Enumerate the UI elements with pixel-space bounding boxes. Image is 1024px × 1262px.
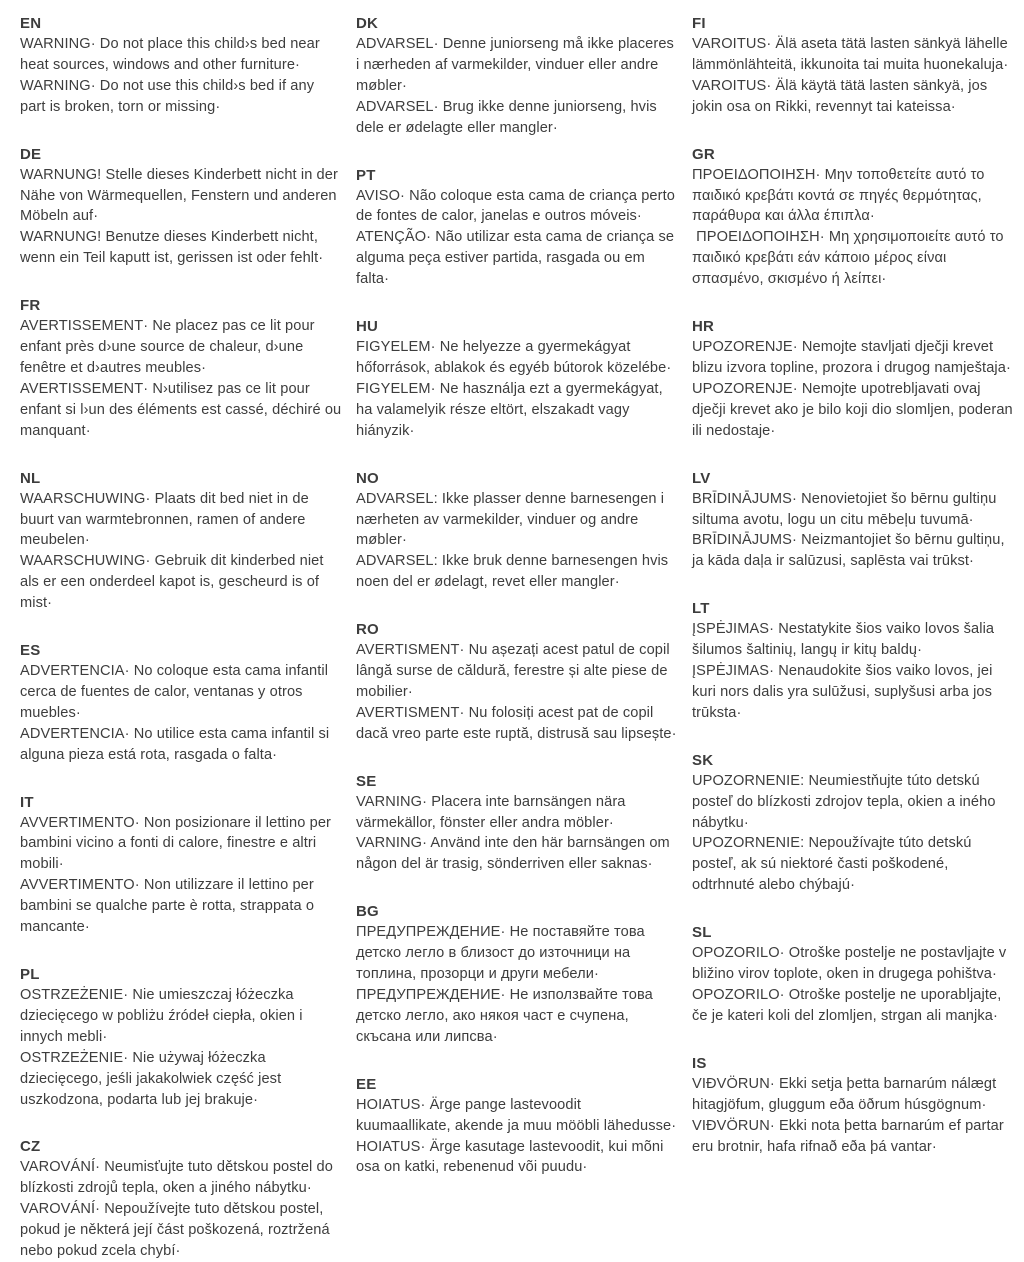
- warning-paragraph: AVERTISSEMENT· N›utilisez pas ce lit pour enfant si l›un des éléments est cassé, déchiré ou manquant·: [20, 380, 346, 439]
- section-ee: [356, 1074, 679, 1179]
- section-is: [692, 1053, 1015, 1158]
- warning-paragraph: UPOZORNENIE: Neumiestňujte túto detskú posteľ do blízkosti zdrojov tepla, okien a iného nábytku·: [692, 772, 1000, 831]
- warning-paragraph: VARNING· Använd inte den här barnsängen om någon del är trasig, sönderriven eller saknas·: [356, 835, 674, 873]
- warning-paragraph: HOIATUS· Ärge pange lastevoodit kuumaallikate, akende ja muu mööbli lähedusse·: [356, 1096, 677, 1134]
- warning-paragraph: WARNUNG! Benutze dieses Kinderbett nicht, wenn ein Teil kaputt ist, gerissen ist oder fehlt·: [20, 229, 324, 267]
- warning-paragraph: VAROVÁNÍ· Neumisťujte tuto dětskou postel do blízkosti zdrojů tepla, oken a jiného nábytku·: [20, 1159, 338, 1197]
- warning-paragraph: AVVERTIMENTO· Non posizionare il lettino per bambini vicino a fonti di calore, finestre e altri mobili·: [20, 814, 336, 873]
- section-it: [20, 792, 343, 938]
- section-fi: [692, 13, 1015, 118]
- warning-paragraph: WAARSCHUWING· Gebruik dit kinderbed niet als er een onderdeel kapot is, gescheurd is of mist·: [20, 553, 328, 612]
- warning-paragraph: BRĪDINĀJUMS· Neizmantojiet šo bērnu gultiņu, ja kāda daļa ir salūzusi, saplēsta vai trūkst·: [692, 532, 1009, 570]
- warning-paragraph: HOIATUS· Ärge kasutage lastevoodit, kui mõni osa on katki, rebenenud või puudu·: [356, 1138, 668, 1176]
- warning-paragraph: FIGYELEM· Ne helyezze a gyermekágyat hőforrások, ablakok és egyéb bútorok közelébe·: [356, 339, 672, 376]
- language-code: SL: [692, 924, 712, 942]
- warnings-column-2: [356, 13, 680, 1176]
- warning-paragraph: VIÐVÖRUN· Ekki nota þetta barnarúm ef partar eru brotnir, hafa rifnað eða þá vantar·: [692, 1117, 1008, 1155]
- section-gr: [692, 144, 1015, 290]
- section-lt: [692, 598, 1015, 724]
- warning-paragraph: UPOZORENJE· Nemojte stavljati dječji krevet blizu izvora topline, prozora i drugog namještaja·: [692, 339, 1011, 376]
- warning-paragraph: ADVERTENCIA· No coloque esta cama infantil cerca de fuentes de calor, ventanas y otros muebles·: [20, 663, 333, 721]
- language-code: ES: [20, 642, 41, 660]
- language-code: GR: [692, 145, 715, 163]
- warning-paragraph: AVVERTIMENTO· Non utilizzare il lettino per bambini se qualche parte è rotta, strappata o mancante·: [20, 877, 319, 936]
- warning-paragraph: ADVARSEL: Ikke plasser denne barnesengen i nærheten av varmekilder, vinduer og andre møbler·: [356, 490, 669, 549]
- section-lv: [692, 468, 1015, 573]
- language-code: PT: [356, 166, 376, 184]
- warning-paragraph: ĮSPĖJIMAS· Nenaudokite šios vaiko lovos, jei kuri nors dalis yra sulūžusi, suplyšusi arba jos trūksta·: [692, 663, 997, 721]
- warning-paragraph: VAROITUS· Älä käytä tätä lasten sänkyä, jos jokin osa on Rikki, revennyt tai kateissa·: [692, 77, 992, 115]
- warning-paragraph: VAROITUS· Älä aseta tätä lasten sänkyä lähelle lämmönlähteitä, ikkunoita tai muita huonekaluja·: [692, 36, 1012, 73]
- warnings-column-3: [692, 13, 1017, 1155]
- language-code: PL: [20, 966, 40, 983]
- warning-paragraph: VARNING· Placera inte barnsängen nära värmekällor, fönster eller andra möbler·: [356, 793, 630, 831]
- warning-paragraph: ΠΡΟΕΙΔΟΠΟΙΗΣΗ· Μην τοποθετείτε αυτό το παιδικό κρεβάτι κοντά σε πηγές θερμότητας, παράθυρα και άλλα έπιπλα·: [692, 166, 989, 225]
- language-code: NO: [356, 469, 379, 487]
- warning-paragraph: ATENÇÃO· Não utilizar esta cama de criança se alguma peça estiver partida, rasgada ou em falta·: [356, 229, 679, 288]
- warning-paragraph: FIGYELEM· Ne használja ezt a gyermekágyat, ha valamelyik része eltört, elszakadt vagy hiányzik·: [356, 380, 667, 439]
- section-en: [20, 13, 343, 118]
- warning-paragraph: ADVARSEL· Brug ikke denne juniorseng, hvis dele er ødelagte eller mangler·: [356, 98, 661, 136]
- language-code: LT: [692, 600, 710, 618]
- warning-paragraph: ПРЕДУПРЕЖДЕНИЕ· Не използвайте това детско легло, ако някоя част е счупена, скъсана или липсва·: [356, 987, 658, 1045]
- section-hu: [356, 316, 679, 442]
- section-bg: [356, 901, 679, 1047]
- section-ro: [356, 619, 679, 745]
- warning-paragraph: VIÐVÖRUN· Ekki setja þetta barnarúm nálægt hitagjöfum, gluggum eða öðrum húsgögnum·: [692, 1075, 1001, 1113]
- language-code: EE: [356, 1075, 377, 1093]
- warning-paragraph: WARNUNG! Stelle dieses Kinderbett nicht in der Nähe von Wärmequellen, Fenstern und anderen Möbeln auf·: [20, 166, 343, 225]
- section-sk: [692, 750, 1015, 896]
- warning-paragraph: WARNING· Do not use this child›s bed if any part is broken, torn or missing·: [20, 77, 319, 115]
- warning-paragraph: WARNING· Do not place this child›s bed near heat sources, windows and other furniture·: [20, 36, 324, 73]
- section-hr: [692, 316, 1015, 442]
- language-code: SE: [356, 772, 377, 790]
- language-code: HR: [692, 318, 715, 336]
- warning-paragraph: ĮSPĖJIMAS· Nestatykite šios vaiko lovos šalia šilumos šaltinių, langų ir kitų baldų·: [692, 621, 999, 659]
- language-code: DK: [356, 15, 379, 32]
- warning-paragraph: OSTRZEŻENIE· Nie używaj łóżeczka dziecięcego, jeśli jakakolwiek część jest uszkodzona, podarta lub jej brakuje·: [20, 1049, 286, 1108]
- language-code: FR: [20, 297, 41, 315]
- warning-paragraph: OSTRZEŻENIE· Nie umieszczaj łóżeczka dziecięcego w pobliżu źródeł ciepła, okien i innych mebli·: [20, 987, 307, 1045]
- warnings-column-1: [20, 13, 346, 1260]
- warning-paragraph: OPOZORILO· Otroške postelje ne uporabljajte, če je kateri koli del zlomljen, strgan ali manjka·: [692, 987, 1006, 1024]
- warning-paragraph: UPOZORNENIE: Nepoužívajte túto detskú posteľ, ak sú niektoré časti poškodené, odtrhnuté alebo chýbajú·: [692, 835, 976, 894]
- language-code: EN: [20, 15, 42, 32]
- warning-paragraph: AVERTISMENT· Nu așezați acest patul de copil lângă surse de căldură, ferestre și alte piese de mobilier·: [356, 642, 674, 700]
- warning-paragraph: AVERTISMENT· Nu folosiți acest pat de copil dacă vreo parte este ruptă, distrusă sau lipsește·: [356, 704, 677, 742]
- section-es: [20, 640, 343, 766]
- language-code: HU: [356, 318, 379, 336]
- warning-paragraph: ПРЕДУПРЕЖДЕНИЕ· Не поставяйте това детско легло в близост до източници на топлина, прозорци и други мебели·: [356, 924, 649, 983]
- language-code: RO: [356, 621, 379, 639]
- section-no: [356, 468, 679, 594]
- warning-paragraph: VAROVÁNÍ· Nepoužívejte tuto dětskou postel, pokud je některá její část poškozená, roztržená nebo pokud zcela chybí·: [20, 1201, 334, 1260]
- language-code: SK: [692, 751, 714, 769]
- warning-paragraph: ΠΡΟΕΙΔΟΠΟΙΗΣΗ· Μη χρησιμοποιείτε αυτό το παιδικό κρεβάτι εάν κάποιο μέρος είναι σπασμένο, σκισμένο ή λείπει·: [692, 229, 1008, 288]
- language-code: DE: [20, 145, 42, 163]
- section-se: [356, 771, 679, 876]
- language-code: NL: [20, 469, 41, 487]
- warning-paragraph: BRĪDINĀJUMS· Nenovietojiet šo bērnu gultiņu siltuma avotu, logu un citu mēbeļu tuvumā·: [692, 490, 1001, 528]
- warning-paragraph: ADVARSEL: Ikke bruk denne barnesengen hvis noen del er ødelagt, revet eller mangler·: [356, 553, 673, 591]
- section-pt: [356, 165, 679, 291]
- section-fr: [20, 295, 346, 441]
- section-de: [20, 144, 343, 270]
- warning-paragraph: AVISO· Não coloque esta cama de criança perto de fontes de calor, janelas e outros móveis·: [356, 187, 680, 225]
- section-cz: [20, 1136, 343, 1262]
- warning-paragraph: UPOZORENJE· Nemojte upotrebljavati ovaj dječji krevet ako je bilo koji dio slomljen, poderan ili nedostaje·: [692, 380, 1017, 439]
- warning-paragraph: ADVARSEL· Denne juniorseng må ikke placeres i nærheden af varmekilder, vinduer eller andre møbler·: [356, 36, 679, 94]
- language-code: FI: [692, 15, 706, 32]
- section-sl: [692, 922, 1015, 1027]
- warning-paragraph: ADVERTENCIA· No utilice esta cama infantil si alguna pieza está rota, rasgada o falta·: [20, 725, 334, 763]
- section-nl: [20, 468, 343, 614]
- language-code: IS: [692, 1054, 707, 1072]
- language-code: IT: [20, 793, 34, 811]
- language-code: BG: [356, 903, 379, 921]
- section-pl: [20, 964, 343, 1110]
- section-dk: [356, 13, 679, 139]
- warning-paragraph: WAARSCHUWING· Plaats dit bed niet in de buurt van warmtebronnen, ramen of andere meubelen·: [20, 490, 313, 549]
- warning-paragraph: AVERTISSEMENT· Ne placez pas ce lit pour enfant près d›une source de chaleur, d›une fenêtre et d›autres meubles·: [20, 318, 319, 376]
- language-code: CZ: [20, 1138, 41, 1156]
- language-code: LV: [692, 469, 711, 487]
- warning-paragraph: OPOZORILO· Otroške postelje ne postavljajte v bližino virov toplote, oken in drugega pohištva·: [692, 945, 1011, 983]
